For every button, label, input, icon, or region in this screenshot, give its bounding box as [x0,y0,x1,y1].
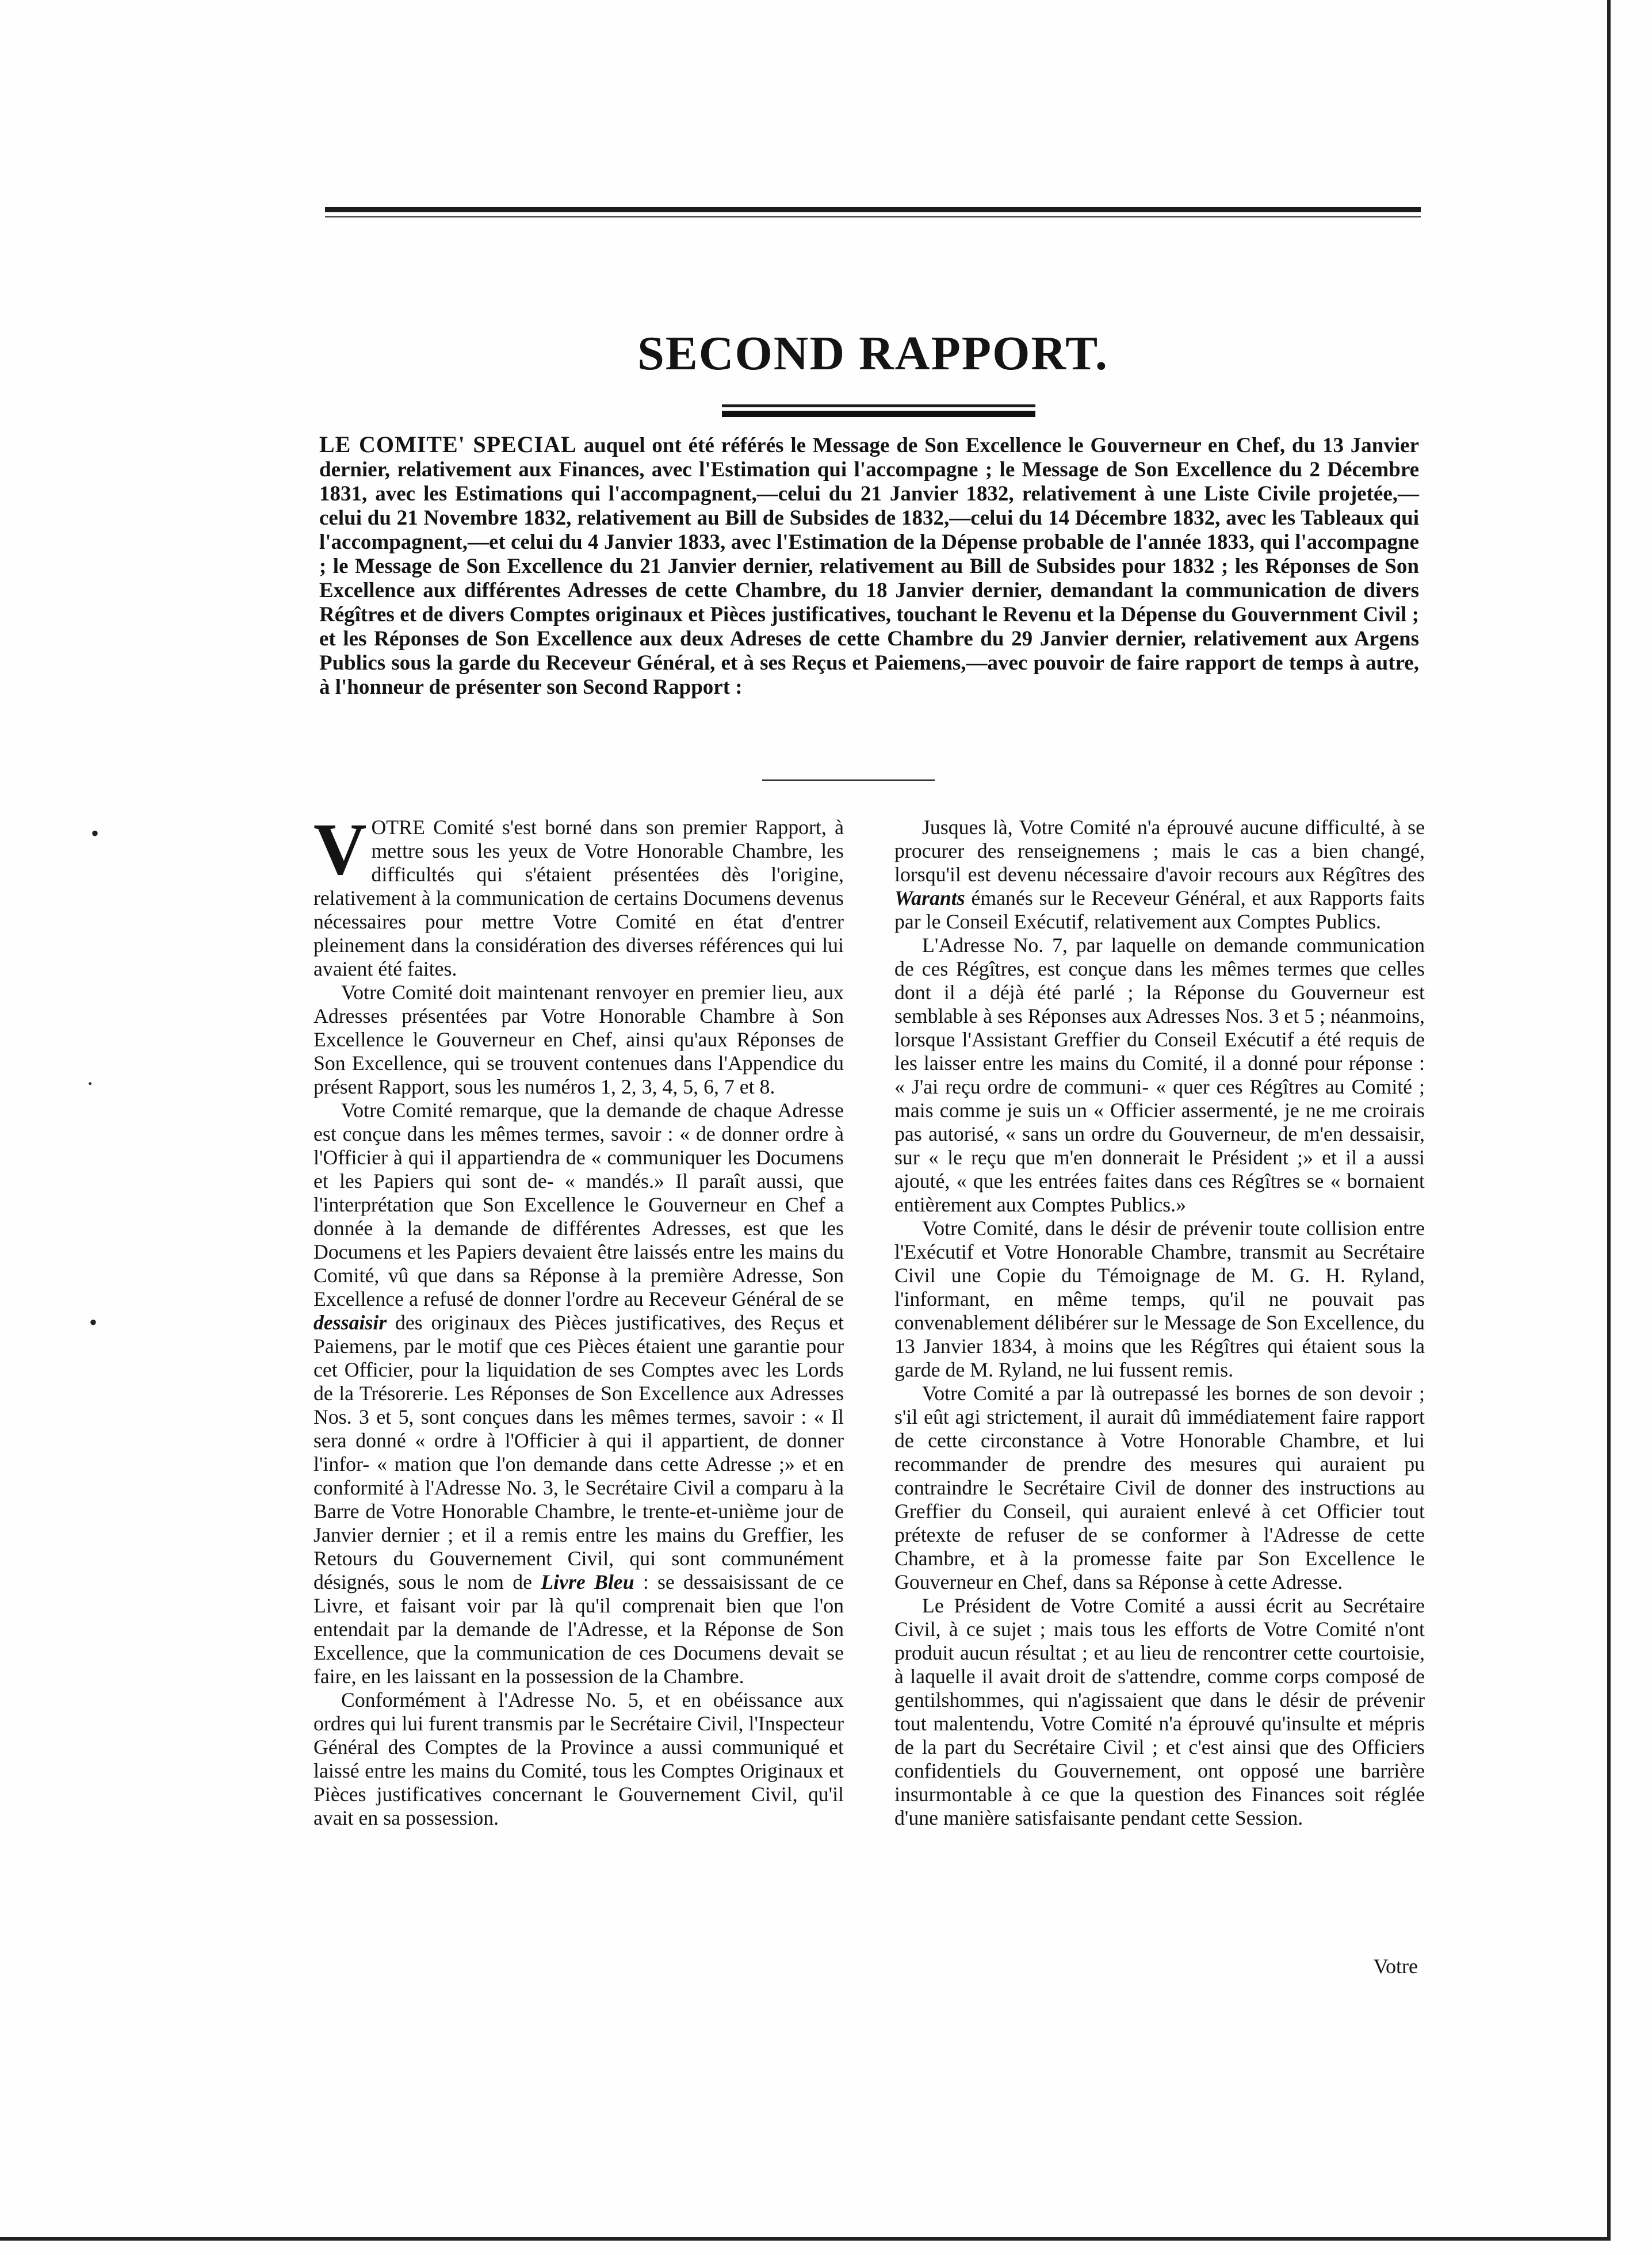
paragraph: Votre Comité doit maintenant renvoyer en premier lieu, aux Adresses présentées par Votre Honorable Chambre à Son Excellence le Gouverneur en Chef, ainsi qu'aux Réponses de Son Excellence, qui se trouvent contenues dans l'Appendice du présent Rapport, sous les numéros 1, 2, 3, 4, 5, 6, 7 et 8. [313,981,844,1098]
paragraph [894,816,1425,934]
margin-speck: · [86,1071,94,1096]
title-underline-thick [722,411,1035,417]
paragraph: Votre Comité a par là outrepassé les bornes de son devoir ; s'il eût agi strictement, il aurait dû immédiatement faire rapport de cette circonstance à Votre Honorable Chambre, et lui recommander de prendre des mesures qui auraient pu contraindre le Secrétaire Civil de donner des instructions au Greffier du Conseil, qui auraient enlevé à cet Officier tout prétexte de refuser de se conformer à l'Adresse de cette Chambre, et à la promesse faite par Son Excellence le Gouverneur en Chef, dans sa Réponse à cette Adresse. [894,1382,1425,1593]
header-rule [325,207,1421,212]
section-divider [762,779,935,781]
paragraph: Le Président de Votre Comité a aussi écrit au Secrétaire Civil, à ce sujet ; mais tous les efforts de Votre Comité n'ont produit aucun résultat ; et au lieu de rencontrer cette courtoisie, à laquelle il avait droit de s'attendre, comme corps composé de gentilshommes, qui n'agissaient que dans le désir de prévenir tout malentendu, Votre Comité n'a éprouvé qu'insulte et mépris de la part du Secrétaire Civil ; et c'est ainsi que des Officiers confidentiels du Gouvernement, ont opposé une barrière insurmontable à ce que la question des Finances soit réglée d'une manière satisfaisante pendant cette Session. [894,1594,1425,1829]
left-column [313,808,844,1830]
paragraph-text: : se dessaisissant de ce Livre, et faisant voir par là qu'il comprenait bien que l'on entendait par la demande de l'Adresse, et la Réponse de Son Excellence, que la communication de ces Documens devait se faire, en les laissant en la possession de la Chambre. [313,1570,844,1688]
preamble-lead: LE COMITE' SPECIAL [319,431,577,457]
emphasis-text: Warants [894,886,965,909]
preamble [319,433,1419,700]
emphasis-text: dessaisir [313,1311,387,1334]
preamble-text: auquel ont été référés le Message de Son Excellence le Gouverneur en Chef, du 13 Janvier dernier, relativement aux Finances, avec l'Estimation qui l'accompagne ; le Message de Son Excellence du 2 Décembre 1831, avec les Estimations qui l'accompagnent,—celui du 21 Janvier 1832, relativement à une Liste Civile projetée,—celui du 21 Novembre 1832, relativement au Bill de Subsides de 1832,—celui du 14 Décembre 1832, avec les Tableaux qui l'accompagnent,—et celui du 4 Janvier 1833, avec l'Estimation de la Dépense probable de l'année 1833, qui l'accompagne ; le Message de Son Excellence du 21 Janvier dernier, relativement au Bill de Subsides pour 1832 ; les Réponses de Son Excellence aux différentes Adresses de cette Chambre, du 18 Janvier dernier, demandant la communication de divers Régîtres et de divers Comptes originaux et Pièces justificatives, touchant le Revenu et la Dépense du Gouvernment Civil ; et les Réponses de Son Excellence aux deux Adreses de cette Chambre du 29 Janvier dernier, relativement aux Argens Publics sous la garde du Receveur Général, et à ses Reçus et Paiemens,—avec pouvoir de faire rapport de temps à autre, à l'honneur de présenter son Second Rapport : [319,434,1420,699]
document-title: SECOND RAPPORT. [637,327,1108,380]
right-column [894,816,1425,1830]
paragraph: Conformément à l'Adresse No. 5, et en obéissance aux ordres qui lui furent transmis par le Secrétaire Civil, l'Inspecteur Général des Comptes de la Province a aussi communiqué et laissé entre les mains du Comité, tous les Comptes Originaux et Pièces justificatives concernant le Gouvernement Civil, qu'il avait en sa possession. [313,1688,844,1829]
catchword: Votre [1373,1955,1418,1978]
paragraph [313,1099,844,1688]
paragraph-text: Jusques là, Votre Comité n'a éprouvé aucune difficulté, à se procurer des renseignemens ; mais le cas a bien changé, lorsqu'il est devenu nécessaire d'avoir recours aux Régîtres des [894,816,1425,886]
emphasis-text: Livre Bleu [541,1570,634,1593]
margin-speck: • [91,820,100,846]
paragraph-text: émanés sur le Receveur Général, et aux Rapports faits par le Conseil Exécutif, relativement aux Comptes Publics. [894,886,1425,933]
paragraph-text: Votre Comité remarque, que la demande de chaque Adresse est conçue dans les mêmes termes, savoir : « de donner ordre à l'Officier à qui il appartiendra de « communiquer les Documens et les Papiers qui sont de- « mandés.» Il paraît aussi, que l'interprétation que Son Excellence le Gouverneur en Chef a donnée à la demande de différentes Adresses, est que les Documens et les Papiers devaient être laissés entre les mains du Comité, vû que dans sa Réponse à la première Adresse, Son Excellence a refusé de donner l'ordre au Receveur Général de se [313,1099,844,1310]
margin-speck: • [89,1309,98,1335]
paragraph [313,808,844,981]
paragraph: Votre Comité, dans le désir de prévenir toute collision entre l'Exécutif et Votre Honorable Chambre, transmit au Secrétaire Civil une Copie du Témoignage de M. G. H. Ryland, l'informant, en même temps, qu'il ne pouvait pas convenablement délibérer sur le Message de Son Excellence, du 13 Janvier 1834, à moins que les Régîtres qui étaient sous la garde de M. Ryland, ne lui fussent remis. [894,1217,1425,1381]
header-rule-thin [325,216,1421,217]
title-underline-thin [722,404,1035,407]
paragraph: L'Adresse No. 7, par laquelle on demande communication de ces Régîtres, est conçue dans les mêmes termes que celles dont il a déjà été parlé ; la Réponse du Gouverneur est semblable à ses Réponses aux Adresses Nos. 3 et 5 ; néanmoins, lorsque l'Assistant Greffier du Conseil Exécutif a été requis de les laisser entre les mains du Comité, il a donné pour réponse : « J'ai reçu ordre de communi- « quer ces Régîtres au Comité ; mais comme je suis un « Officier assermenté, je ne me croirais pas autorisé, « sans un ordre du Gouverneur, de m'en dessaisir, sur « le reçu que m'en donnerait le Président ;» et il a aussi ajouté, « que les entrées faites dans ces Régîtres se « bornaient entièrement aux Comptes Publics.» [894,934,1425,1216]
drop-cap: V [313,808,367,890]
paragraph-text: des originaux des Pièces justificatives, des Reçus et Paiemens, par le motif que ces Pièces étaient une garantie pour cet Officier, pour la liquidation de ses Comptes avec les Lords de la Trésorerie. Les Réponses de Son Excellence aux Adresses Nos. 3 et 5, sont conçues dans les mêmes termes, savoir : « Il sera donné « ordre à l'Officier à qui il appartient, de donner l'infor- « mation que l'on demande dans cette Adresse ;» et en conformité à l'Adresse No. 3, le Secrétaire Civil a comparu à la Barre de Votre Honorable Chambre, le trente-et-unième jour de Janvier dernier ; et il a remis entre les mains du Greffier, les Retours du Gouvernement Civil, qui sont communément désignés, sous le nom de [313,1311,844,1593]
paragraph-text: OTRE Comité s'est borné dans son premier Rapport, à mettre sous les yeux de Votre Honorable Chambre, les difficultés qui s'étaient présentées dès l'origine, relativement à la communication de certains Documens devenus nécessaires pour mettre Votre Comité en état d'entrer pleinement dans la considération des diverses références qui lui avaient été faites. [313,816,844,980]
